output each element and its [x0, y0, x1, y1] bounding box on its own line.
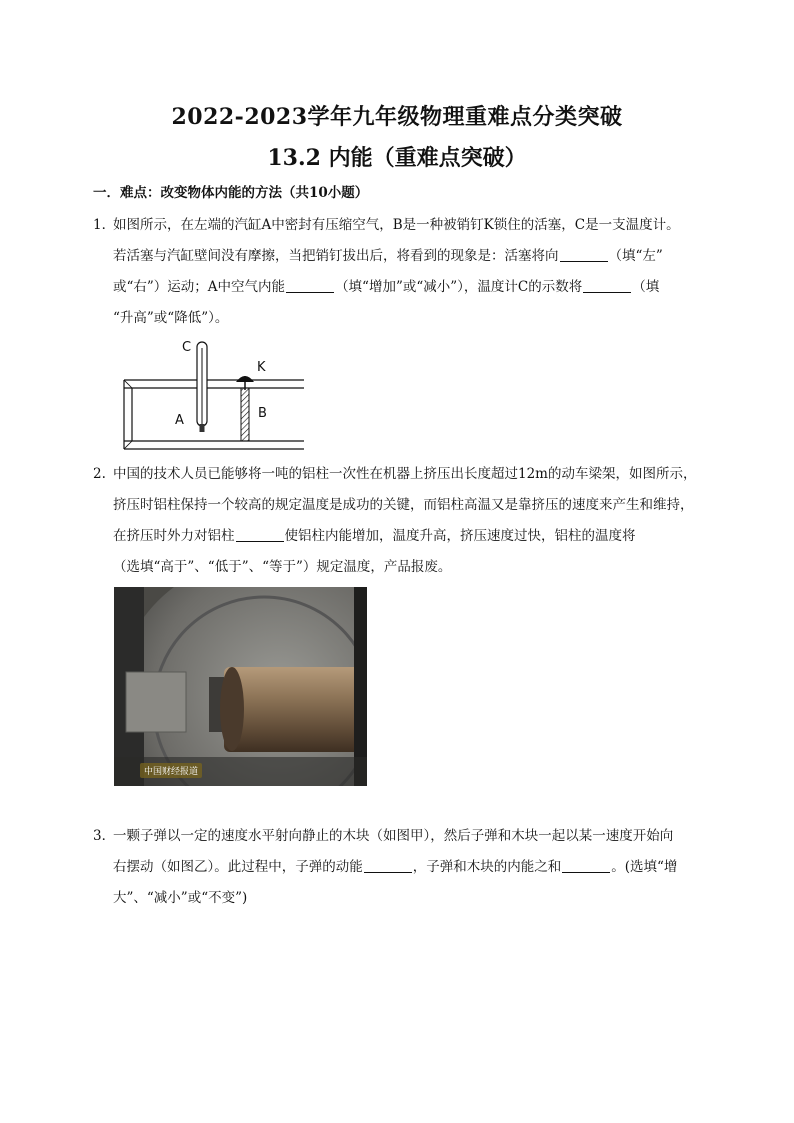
question-text	[113, 210, 705, 334]
question-line: 一颗子弹以一定的速度水平射向静止的木块（如图甲），然后子弹和木块一起以某一速度开始向	[113, 828, 674, 844]
question-2	[93, 459, 705, 583]
section-heading: 一．难点：改变物体内能的方法（共10小题）	[93, 185, 369, 201]
extrusion-machine-image	[114, 587, 367, 786]
label-k: K	[257, 360, 266, 375]
answer-blank[interactable]	[286, 278, 334, 293]
question-line: 中国的技术人员已能够将一吨的铝柱一次性在机器上挤压出长度超过12m的动车梁架，如图所示，	[113, 466, 697, 482]
answer-blank[interactable]	[583, 278, 631, 293]
answer-blank[interactable]	[364, 858, 412, 873]
question-line: 若活塞与汽缸壁间没有摩擦，当把销钉拔出后，将看到的现象是：活塞将向 （填“左”	[113, 248, 663, 264]
answer-blank[interactable]	[236, 527, 284, 542]
question-line: 挤压时铝柱保持一个较高的规定温度是成功的关键，而铝柱高温又是靠挤压的速度来产生和维持，	[113, 497, 694, 513]
question-text	[113, 459, 705, 583]
question-line: 如图所示，在左端的汽缸A中密封有压缩空气，B是一种被销钉K锁住的活塞，C是一支温度计。	[113, 217, 680, 233]
question-line: （选填“高于”、“低于”、“等于”）规定温度，产品报废。	[113, 559, 452, 575]
question-line: 在挤压时外力对铝柱 使铝柱内能增加，温度升高，挤压速度过快，铝柱的温度将	[113, 528, 636, 544]
question-line: 右摆动（如图乙）。此过程中，子弹的动能 ，子弹和木块的内能之和 。(选填“增	[113, 859, 678, 875]
question-line: 或“右”）运动；A中空气内能 （填“增加”或“减小”），温度计C的示数将 （填	[113, 279, 660, 295]
question-text	[113, 821, 705, 914]
document-title: 2022-2023学年九年级物理重难点分类突破	[171, 104, 623, 130]
label-a: A	[175, 413, 184, 428]
question-3	[93, 821, 705, 915]
cylinder-diagram	[118, 338, 314, 453]
answer-blank[interactable]	[562, 858, 610, 873]
question-number: 2.	[93, 466, 106, 482]
question-line: “升高”或“降低”）。	[113, 310, 229, 326]
label-b: B	[258, 406, 267, 421]
cylinder-figure	[118, 338, 314, 453]
question-1	[93, 210, 705, 334]
document-subtitle: 13.2 内能（重难点突破）	[267, 145, 527, 171]
extrusion-photo	[114, 587, 367, 786]
label-c: C	[182, 340, 192, 355]
question-number: 3．	[93, 828, 116, 844]
question-number: 1．	[93, 217, 116, 233]
question-line: 大”、“减小”或“不变”)	[113, 890, 248, 906]
tv-channel-logo: 中国财经报道	[140, 763, 202, 778]
answer-blank[interactable]	[560, 247, 608, 262]
